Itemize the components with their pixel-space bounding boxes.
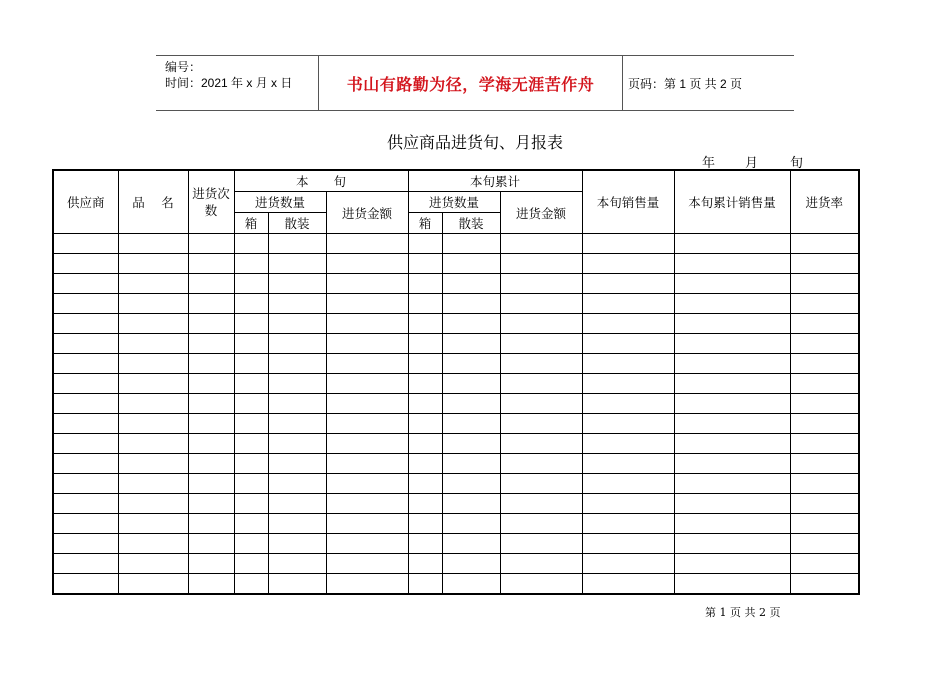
page-footer: 第 1 页 共 2 页 <box>705 606 781 619</box>
table-cell <box>408 374 442 394</box>
table-cell <box>188 314 234 334</box>
table-cell <box>268 274 326 294</box>
table-cell <box>326 494 408 514</box>
table-cell <box>53 434 118 454</box>
table-cell <box>674 274 790 294</box>
table-cell <box>118 254 188 274</box>
table-cell <box>500 314 582 334</box>
table-cell <box>582 494 674 514</box>
table-row <box>53 294 859 314</box>
col-qty: 进货数量 <box>234 192 326 213</box>
table-cell <box>582 334 674 354</box>
table-cell <box>500 274 582 294</box>
table-cell <box>188 534 234 554</box>
table-cell <box>500 334 582 354</box>
group-cumulative-xun: 本旬累计 <box>408 170 582 192</box>
document-header <box>156 55 794 111</box>
table-cell <box>53 374 118 394</box>
table-row <box>53 494 859 514</box>
table-cell <box>442 354 500 374</box>
table-body <box>53 234 859 595</box>
table-cell <box>188 454 234 474</box>
table-cell <box>500 554 582 574</box>
table-cell <box>234 454 268 474</box>
table-cell <box>234 414 268 434</box>
table-cell <box>326 434 408 454</box>
table-cell <box>790 474 859 494</box>
table-cell <box>790 314 859 334</box>
table-cell <box>188 334 234 354</box>
col-box: 箱 <box>408 213 442 234</box>
table-cell <box>582 534 674 554</box>
table-cell <box>674 414 790 434</box>
table-cell <box>188 414 234 434</box>
table-cell <box>53 354 118 374</box>
table-cell <box>234 294 268 314</box>
table-cell <box>188 574 234 595</box>
header-divider <box>622 56 623 110</box>
table-cell <box>188 234 234 254</box>
table-row <box>53 514 859 534</box>
table-cell <box>118 514 188 534</box>
table-cell <box>268 294 326 314</box>
table-cell <box>408 394 442 414</box>
table-cell <box>500 414 582 434</box>
table-cell <box>790 354 859 374</box>
table-cell <box>118 294 188 314</box>
table-cell <box>442 494 500 514</box>
table-cell <box>674 554 790 574</box>
table-cell <box>582 294 674 314</box>
table-cell <box>268 434 326 454</box>
report-table <box>52 169 860 595</box>
table-cell <box>408 334 442 354</box>
table-cell <box>326 334 408 354</box>
period-xun: 旬 <box>790 156 804 171</box>
table-cell <box>188 274 234 294</box>
table-cell <box>500 574 582 595</box>
table-cell <box>442 314 500 334</box>
col-xun-sales: 本旬销售量 <box>582 170 674 234</box>
table-cell <box>442 294 500 314</box>
table-cell <box>326 274 408 294</box>
col-product: 品 名 <box>118 170 188 234</box>
table-cell <box>326 514 408 534</box>
table-cell <box>408 574 442 595</box>
table-cell <box>500 354 582 374</box>
table-cell <box>674 254 790 274</box>
table-cell <box>234 234 268 254</box>
table-cell <box>53 254 118 274</box>
table-cell <box>326 394 408 414</box>
table-cell <box>268 574 326 595</box>
table-cell <box>234 554 268 574</box>
table-cell <box>234 534 268 554</box>
page-info: 页码：第 1 页 共 2 页 <box>628 76 743 91</box>
table-cell <box>790 554 859 574</box>
table-cell <box>53 234 118 254</box>
table-cell <box>234 434 268 454</box>
table-cell <box>234 474 268 494</box>
table-cell <box>408 514 442 534</box>
table-cell <box>674 434 790 454</box>
table-cell <box>674 374 790 394</box>
table-cell <box>408 254 442 274</box>
table-cell <box>582 394 674 414</box>
table-cell <box>442 454 500 474</box>
table-cell <box>408 274 442 294</box>
table-cell <box>674 494 790 514</box>
table-cell <box>118 374 188 394</box>
table-cell <box>188 474 234 494</box>
table-cell <box>500 514 582 534</box>
table-cell <box>234 274 268 294</box>
table-cell <box>326 374 408 394</box>
table-cell <box>188 354 234 374</box>
table-cell <box>582 354 674 374</box>
table-cell <box>188 434 234 454</box>
table-row <box>53 374 859 394</box>
table-cell <box>53 474 118 494</box>
col-loose: 散装 <box>268 213 326 234</box>
group-current-xun: 本 旬 <box>234 170 408 192</box>
table-cell <box>582 514 674 534</box>
table-cell <box>234 354 268 374</box>
table-cell <box>268 334 326 354</box>
table-cell <box>674 534 790 554</box>
table-cell <box>442 394 500 414</box>
period-year: 年 <box>702 156 716 171</box>
table-cell <box>408 234 442 254</box>
col-times: 进货次数 <box>188 170 234 234</box>
table-cell <box>326 254 408 274</box>
table-cell <box>326 474 408 494</box>
table-cell <box>674 334 790 354</box>
col-qty: 进货数量 <box>408 192 500 213</box>
col-cum-sales: 本旬累计销售量 <box>674 170 790 234</box>
table-cell <box>118 334 188 354</box>
table-row <box>53 394 859 414</box>
table-cell <box>500 494 582 514</box>
table-cell <box>268 234 326 254</box>
col-amount: 进货金额 <box>500 192 582 234</box>
table-cell <box>442 514 500 534</box>
table-cell <box>234 494 268 514</box>
table-cell <box>234 374 268 394</box>
table-cell <box>674 474 790 494</box>
table-cell <box>188 514 234 534</box>
table-cell <box>326 574 408 595</box>
table-cell <box>234 574 268 595</box>
table-cell <box>188 374 234 394</box>
table-cell <box>790 254 859 274</box>
table-cell <box>53 394 118 414</box>
table-cell <box>326 314 408 334</box>
table-cell <box>326 234 408 254</box>
table-cell <box>674 354 790 374</box>
table-cell <box>118 534 188 554</box>
table-cell <box>118 414 188 434</box>
table-cell <box>442 334 500 354</box>
table-cell <box>53 574 118 595</box>
table-cell <box>790 394 859 414</box>
table-cell <box>118 574 188 595</box>
table-row <box>53 334 859 354</box>
table-cell <box>188 494 234 514</box>
table-cell <box>442 274 500 294</box>
table-cell <box>118 274 188 294</box>
table-cell <box>268 394 326 414</box>
table-cell <box>268 414 326 434</box>
table-cell <box>118 354 188 374</box>
table-cell <box>500 454 582 474</box>
table-cell <box>582 434 674 454</box>
table-cell <box>268 454 326 474</box>
table-cell <box>268 374 326 394</box>
table-cell <box>268 494 326 514</box>
table-cell <box>234 514 268 534</box>
col-supplier: 供应商 <box>53 170 118 234</box>
table-cell <box>790 514 859 534</box>
table-cell <box>500 534 582 554</box>
table-cell <box>500 294 582 314</box>
table-cell <box>582 234 674 254</box>
table-cell <box>188 294 234 314</box>
table-row <box>53 554 859 574</box>
table-cell <box>118 394 188 414</box>
table-cell <box>500 234 582 254</box>
table-cell <box>790 294 859 314</box>
table-cell <box>442 414 500 434</box>
table-cell <box>326 414 408 434</box>
table-cell <box>582 454 674 474</box>
table-cell <box>582 374 674 394</box>
table-row <box>53 454 859 474</box>
table-cell <box>268 354 326 374</box>
table-cell <box>53 554 118 574</box>
table-cell <box>53 274 118 294</box>
table-cell <box>408 294 442 314</box>
table-cell <box>582 274 674 294</box>
table-row <box>53 274 859 294</box>
table-row <box>53 314 859 334</box>
table-cell <box>408 434 442 454</box>
table-row <box>53 534 859 554</box>
table-cell <box>326 554 408 574</box>
table-cell <box>500 374 582 394</box>
table-cell <box>188 394 234 414</box>
table-cell <box>790 574 859 595</box>
table-row <box>53 354 859 374</box>
table-cell <box>53 414 118 434</box>
table-cell <box>408 474 442 494</box>
table-cell <box>53 514 118 534</box>
table-cell <box>674 234 790 254</box>
table-cell <box>268 534 326 554</box>
table-cell <box>268 474 326 494</box>
table-row <box>53 574 859 595</box>
table-cell <box>53 314 118 334</box>
table-cell <box>442 434 500 454</box>
table-cell <box>582 574 674 595</box>
table-cell <box>674 394 790 414</box>
table-cell <box>326 354 408 374</box>
report-title: 供应商品进货旬、月报表 <box>386 133 563 152</box>
table-cell <box>118 234 188 254</box>
table-cell <box>234 314 268 334</box>
table-cell <box>500 394 582 414</box>
table-cell <box>188 554 234 574</box>
table-cell <box>582 474 674 494</box>
table-cell <box>234 254 268 274</box>
table-cell <box>118 474 188 494</box>
table-cell <box>234 334 268 354</box>
table-cell <box>118 314 188 334</box>
table-cell <box>268 554 326 574</box>
col-loose: 散装 <box>442 213 500 234</box>
table-cell <box>500 434 582 454</box>
table-cell <box>674 294 790 314</box>
table-cell <box>118 434 188 454</box>
table-cell <box>442 254 500 274</box>
table-cell <box>326 534 408 554</box>
table-cell <box>268 514 326 534</box>
header-left <box>165 59 292 91</box>
table-cell <box>53 494 118 514</box>
table-cell <box>790 274 859 294</box>
table-cell <box>790 234 859 254</box>
table-cell <box>408 554 442 574</box>
table-cell <box>268 314 326 334</box>
table-cell <box>53 334 118 354</box>
time-line: 时间：2021 年 x 月 x 日 <box>165 76 293 90</box>
table-cell <box>790 414 859 434</box>
table-cell <box>188 254 234 274</box>
table-cell <box>326 294 408 314</box>
table-cell <box>442 574 500 595</box>
table-cell <box>500 254 582 274</box>
table-cell <box>674 514 790 534</box>
table-row <box>53 474 859 494</box>
table-row <box>53 234 859 254</box>
table-cell <box>790 334 859 354</box>
table-cell <box>53 294 118 314</box>
table-row <box>53 254 859 274</box>
table-cell <box>442 474 500 494</box>
table-cell <box>582 554 674 574</box>
table-row <box>53 434 859 454</box>
table-cell <box>326 454 408 474</box>
col-rate: 进货率 <box>790 170 859 234</box>
table-cell <box>118 554 188 574</box>
motto: 书山有路勤为径，学海无涯苦作舟 <box>346 74 595 94</box>
col-amount: 进货金额 <box>326 192 408 234</box>
table-cell <box>500 474 582 494</box>
table-cell <box>408 494 442 514</box>
table-cell <box>53 454 118 474</box>
table-cell <box>118 494 188 514</box>
table-cell <box>53 534 118 554</box>
table-cell <box>408 354 442 374</box>
table-cell <box>582 254 674 274</box>
col-box: 箱 <box>234 213 268 234</box>
table-cell <box>790 494 859 514</box>
table-cell <box>674 454 790 474</box>
table-cell <box>582 314 674 334</box>
table-cell <box>442 374 500 394</box>
table-row <box>53 414 859 434</box>
table-cell <box>268 254 326 274</box>
period-month: 月 <box>745 156 759 171</box>
table-cell <box>442 234 500 254</box>
table-cell <box>442 554 500 574</box>
table-cell <box>408 454 442 474</box>
table-cell <box>118 454 188 474</box>
table-cell <box>790 374 859 394</box>
table-cell <box>674 314 790 334</box>
table-cell <box>408 414 442 434</box>
serial-label: 编号： <box>165 60 202 74</box>
table-cell <box>674 574 790 595</box>
table-cell <box>790 534 859 554</box>
table-cell <box>408 314 442 334</box>
table-cell <box>408 534 442 554</box>
table-cell <box>790 454 859 474</box>
table-cell <box>234 394 268 414</box>
table-cell <box>442 534 500 554</box>
table-cell <box>790 434 859 454</box>
table-cell <box>582 414 674 434</box>
